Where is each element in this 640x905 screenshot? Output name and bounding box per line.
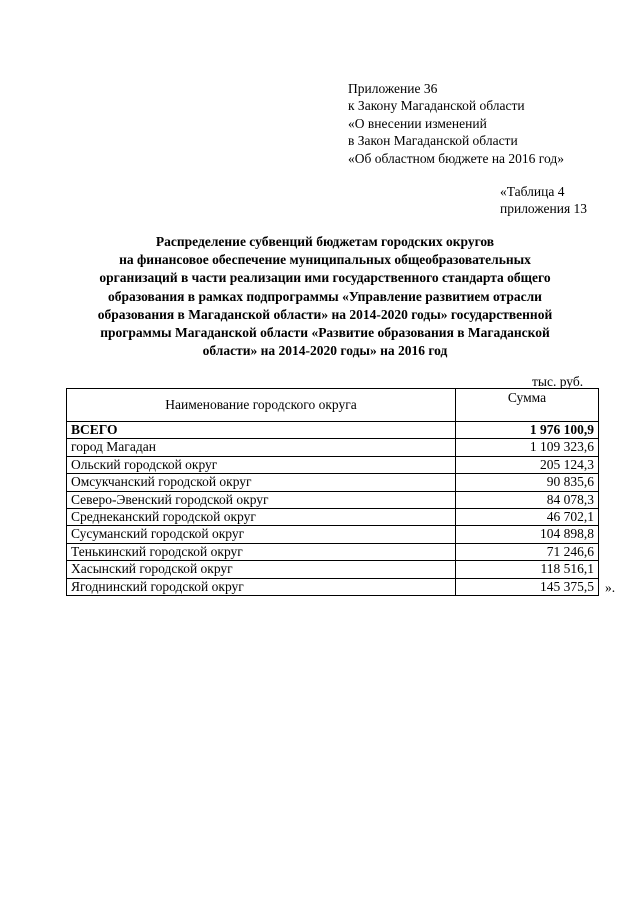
appendix-line: в Закон Магаданской области	[348, 133, 518, 149]
row-sum: 1 976 100,9	[456, 422, 599, 439]
row-name: Сусуманский городской округ	[67, 526, 456, 543]
units-label: тыс. руб.	[532, 374, 584, 389]
title-line: Распределение субвенций бюджетам городских округов	[155, 234, 495, 249]
row-name: Среднеканский городской округ	[67, 509, 456, 526]
row-sum: 145 375,5	[456, 578, 599, 595]
table-row	[67, 509, 599, 526]
document-title	[60, 233, 590, 360]
row-name: Хасынский городской округ	[67, 561, 456, 578]
table-reference-line: приложения 13	[500, 201, 588, 217]
table-row	[67, 526, 599, 543]
table-header-row	[67, 389, 599, 422]
row-sum: 46 702,1	[456, 509, 599, 526]
table-row	[67, 439, 599, 456]
row-sum: 71 246,6	[456, 543, 599, 560]
table-row	[67, 491, 599, 508]
title-line: на финансовое обеспечение муниципальных общеобразовательных	[119, 252, 531, 268]
appendix-line: «О внесении изменений	[348, 115, 487, 131]
row-name: Тенькинский городской округ	[67, 543, 456, 560]
table-row	[67, 456, 599, 473]
appendix-line: к Закону Магаданской области	[348, 98, 525, 114]
table-row	[67, 561, 599, 578]
row-name: Северо-Эвенский городской округ	[67, 491, 456, 508]
table-row	[67, 578, 599, 595]
table-row	[67, 474, 599, 491]
appendix-line: Приложение 36	[348, 81, 438, 96]
row-name: Омсукчанский городской округ	[67, 474, 456, 491]
row-name: город Магадан	[67, 439, 456, 456]
table-row	[67, 543, 599, 560]
row-sum: 118 516,1	[456, 561, 599, 578]
row-sum: 90 835,6	[456, 474, 599, 491]
title-line: области» на 2014-2020 годы» на 2016 год	[202, 343, 448, 359]
title-line: организаций в части реализации ими государственного стандарта общего	[99, 270, 551, 286]
appendix-line: «Об областном бюджете на 2016 год»	[348, 150, 564, 166]
column-header-sum: Сумма	[456, 389, 599, 422]
row-name: Ольский городской округ	[67, 456, 456, 473]
title-line: образования в Магаданской области» на 2014-2020 годы» государственной	[97, 306, 553, 322]
table-reference-line: «Таблица 4	[500, 184, 565, 199]
row-sum: 205 124,3	[456, 456, 599, 473]
row-sum: 84 078,3	[456, 491, 599, 508]
closing-quote: ».	[605, 580, 616, 595]
row-sum: 104 898,8	[456, 526, 599, 543]
table-row-total	[67, 422, 599, 439]
title-line: образования в рамках подпрограммы «Управление развитием отрасли	[108, 288, 542, 304]
column-header-name: Наименование городского округа	[67, 389, 456, 422]
title-line: программы Магаданской области «Развитие образования в Магаданской	[100, 325, 550, 341]
row-name: Ягоднинский городской округ	[67, 578, 456, 595]
appendix-header	[348, 80, 564, 167]
row-name: ВСЕГО	[67, 422, 456, 439]
row-sum: 1 109 323,6	[456, 439, 599, 456]
table-reference	[500, 183, 587, 218]
subvention-table	[66, 388, 599, 596]
